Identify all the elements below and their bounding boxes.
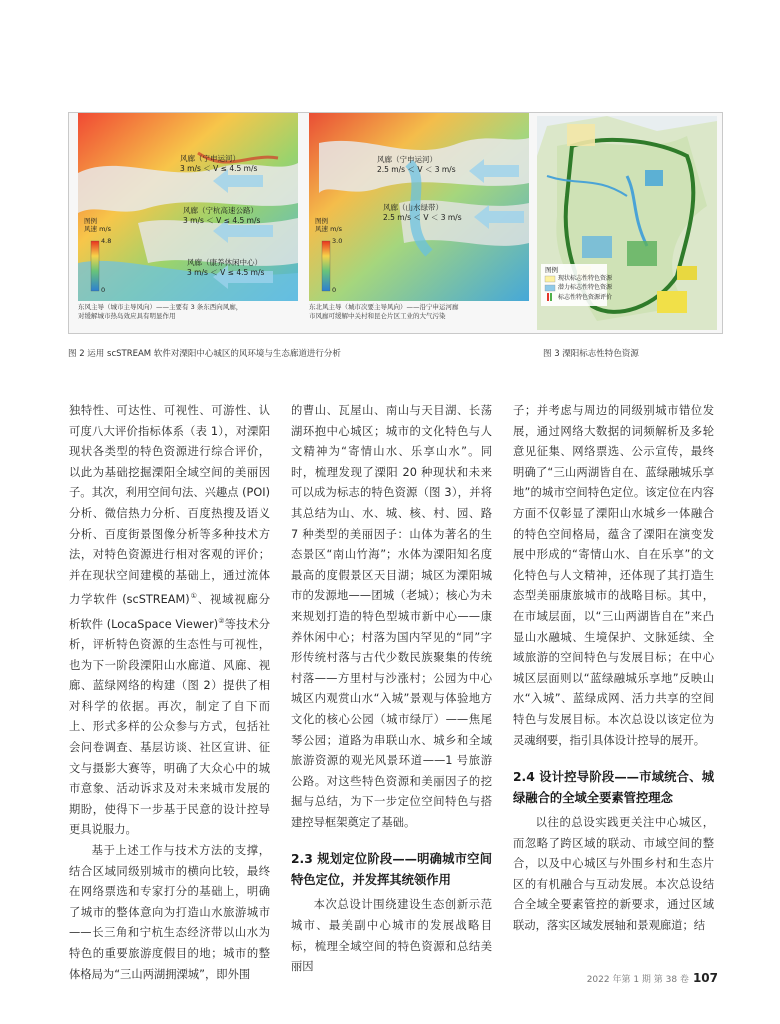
wind-legend-title: 图例 风速 m/s bbox=[315, 217, 342, 233]
wind-map-east-note: 东风主导（城市主导风向）——主要有 3 条东西向风廊， 对缓解城市热岛效应具有明显作用 bbox=[78, 303, 243, 320]
paragraph: 以往的总设实践更关注中心城区，而忽略了跨区域的联动、市域空间的整合，以及中心城区与外围乡村和生态片区的有机融合与互动发展。本次总设结合全域全要素管控的新要求，通过区域联动，落实区域发展轴和景观廊道；结 bbox=[513, 816, 714, 933]
figure-box bbox=[68, 112, 723, 334]
corridor-label: 风廊（宁申运河） 2.5 m/s ＜ V ＜ 3 m/s bbox=[377, 155, 456, 174]
page-footer bbox=[587, 971, 718, 985]
figure3-caption: 图 3 溧阳标志性特色资源 bbox=[543, 349, 639, 359]
resource-legend-item: 现状标志性特色资源 bbox=[558, 275, 613, 282]
corridor-label: 风廊（宁杭高速公路） 3 m/s ＜ V ≤ 4.5 m/s bbox=[183, 206, 261, 225]
resource-legend-title: 图例 bbox=[545, 266, 558, 274]
text-column-2 bbox=[291, 401, 492, 978]
paragraph: 子；并考虑与周边的同级别城市错位发展，通过网络大数据的词频解析及多轮意见征集、网络票选、公示宣传，最终明确了“三山两湖皆自在、蓝绿融城乐享地”的城市空间特色定位。该定位在内容方面不仅彰显了溧阳山水城乡一体融合的特色空间格局，蕴含了溧阳在演变发展中形成的“寄情山水、自在乐享”的文化特色与人文精神，还体现了其打造生态型美丽康旅城市的战略目标。其中，在市域层面，以“三山两湖皆自在”来凸显山水融城、生境保护、文脉延续、全域旅游的空间特色与发展目标；在中心城区层面则以“蓝绿融城乐享地”反映山水“入城”、蓝绿成网、活力共享的空间特色与发展目标。本次总设以该定位为灵魂纲要，指引具体设计控导的展开。 bbox=[513, 404, 714, 747]
resource-legend-item: 潜力标志性特色资源 bbox=[558, 284, 613, 291]
paragraph: 的曹山、瓦屋山、南山与天目湖、长荡湖环抱中心城区；城市的文化特色与人文精神为“寄情山水、乐享山水”。同时，梳理发现了溧阳 20 种现状和未来可以成为标志的特色资源（图 3），并将其总结为山、水、城、核、村、园、路 7 种类型的美丽因子：山体为著名的生态景区“南山竹海”；水体为溧阳知名度最高的度假景区天目湖；城区为溧阳城市的发源地——团城（老城）；核心为未来规划打造的特色型城市新中心——康养休闲中心；村落为国内罕见的“同”字形传统村落与古代少数民族聚集的传统村落——方里村与沙涨村；公园为中心城区内观赏山水“入城”景观与体验地方文化的核心公园（城市绿厅）——焦尾琴公园；道路为串联山水、城乡和全域旅游资源的观光风景环道——1 号旅游公路。对这些特色资源和美丽因子的挖掘与总结，为下一步定位空间特色与搭建控导框架奠定了基础。 bbox=[291, 404, 492, 829]
corridor-label: 风廊（宁申运河） 3 m/s ＜ V ≤ 4.5 m/s bbox=[180, 154, 258, 173]
wind-legend-title: 图例 风速 m/s bbox=[84, 217, 111, 233]
corridor-label: 风廊（康养休闲中心） 3 m/s ＜ V ≤ 4.5 m/s bbox=[187, 258, 265, 277]
wind-legend-min: 0 bbox=[101, 286, 106, 294]
resource-map bbox=[537, 116, 717, 330]
issue-info: 2022 年第 1 期 第 38 卷 bbox=[586, 975, 689, 985]
wind-legend-max: 3.0 bbox=[332, 237, 343, 245]
paragraph: 本次总设计围绕建设生态创新示范城市、最美副中心城市的发展战略目标，梳理全域空间的特色资源和总结美丽因 bbox=[291, 898, 492, 974]
text-column-1 bbox=[69, 401, 270, 985]
section-heading: 2.3 规划定位阶段——明确城市空间特色定位，并发挥其统领作用 bbox=[291, 852, 492, 888]
wind-map-northeast bbox=[309, 113, 529, 301]
wind-map-northeast-note: 东北风主导（城市次要主导风向）——沿宁申运河廊 市风廊可缓解中关村和昆仑片区工业的大气污染 bbox=[309, 303, 459, 320]
section-heading: 2.4 设计控导阶段——市域统合、城绿融合的全域全要素管控理念 bbox=[513, 770, 714, 806]
resource-legend-item: 标志性特色资源评价 bbox=[558, 294, 613, 301]
corridor-label: 风廊（山水绿带） 2.5 m/s ＜ V ＜ 3 m/s bbox=[383, 203, 462, 222]
figure2-caption: 图 2 运用 scSTREAM 软件对溧阳中心城区的风环境与生态廊道进行分析 bbox=[68, 349, 341, 359]
paragraph: 独特性、可达性、可视性、可游性、认可度八大评价指标体系（表 1），对溧阳现状各类型的特色资源进行综合评价，以此为基础挖掘溧阳全域空间的美丽因子。其次，利用空间句法、兴趣点 (POI) 分析、微信热力分析、百度热搜及语义分析、百度街景图像分析等多种技术方法，对特色资源进行相对客观的评价；并在现状空间建模的基础上，通过流体力学软件 (scSTREAM)①、视域视廊分析软件 (LocaSpace Viewer)②等技术分析，评析特色资源的生态性与可视性，也为下一阶段溧阳山水廊道、风廊、视廊、蓝绿网络的构建（图 2）提供了相对科学的依据。再次，制定了自下而上、形式多样的公众参与方式，包括社会问卷调查、基层访谈、社区宣讲、征文与摄影大赛等，明确了大众心中的城市意象、活动诉求及对未来城市发展的期盼，使得下一步基于民意的设计控导更具说服力。 bbox=[69, 404, 270, 837]
page-number: 107 bbox=[692, 971, 718, 985]
text-column-3 bbox=[513, 401, 714, 937]
wind-map-east bbox=[78, 113, 298, 301]
paragraph: 基于上述工作与技术方法的支撑，结合区域同级别城市的横向比较，最终在网络票选和专家打分的基础上，明确了城市的整体意向为打造山水旅游城市——长三角和宁杭生态经济带以山水为特色的重要旅游度假目的地；城市的整体格局为“三山两湖拥溧城”，即外围 bbox=[69, 844, 270, 981]
wind-legend-max: 4.8 bbox=[101, 237, 112, 245]
wind-legend-min: 0 bbox=[332, 286, 337, 294]
